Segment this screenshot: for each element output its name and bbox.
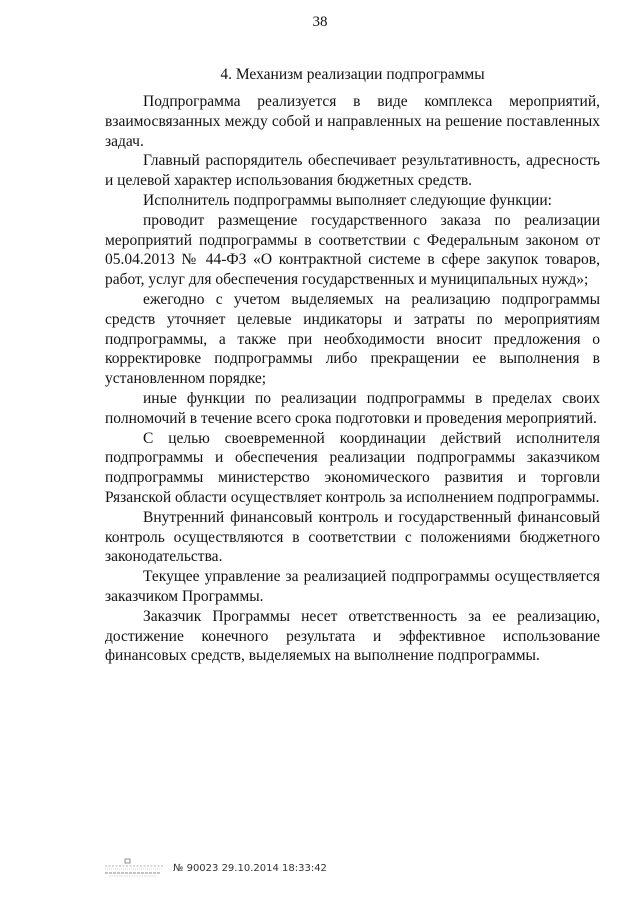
paragraph: Подпрограмма реализуется в виде комплекса мероприятий, взаимосвязанных между собой и направленных на решение поставленных задач. <box>105 93 600 150</box>
section-heading: 4. Механизм реализации подпрограммы <box>220 66 485 83</box>
paragraph: ежегодно с учетом выделяемых на реализацию подпрограммы средств уточняет целевые индикаторы и затраты по мероприятиям подпрограммы, а также при необходимости вносит предложения о корректировке подпрограммы либо прекращении ее выполнения в установленном порядке; <box>105 290 600 388</box>
paragraph: Заказчик Программы несет ответственность за ее реализацию, достижение конечного результата и эффективное использование финансовых средств, выделяемых на выполнение подпрограммы. <box>105 607 600 665</box>
page-number: 38 <box>312 14 328 30</box>
paragraph: Текущее управление за реализацией подпрограммы осуществляется заказчиком Программы. <box>105 568 600 605</box>
document-body <box>105 92 600 666</box>
paragraph: иные функции по реализации подпрограммы в пределах своих полномочий в течение всего срока подготовки и проведения мероприятий. <box>105 389 600 427</box>
paragraph: проводит размещение государственного заказа по реализации мероприятий подпрограммы в соответствии с Федеральным законом от 05.04.2013 № 44-ФЗ «О контрактной системе в сфере закупок товаров, работ, услуг для обеспечения государственных и муниципальных нужд»; <box>105 211 600 289</box>
paragraph: Исполнитель подпрограммы выполняет следующие функции: <box>143 191 552 209</box>
registration-number: № 90023 29.10.2014 18:33:42 <box>173 862 327 874</box>
paragraph: С целью своевременной координации действий исполнителя подпрограммы и обеспечения реализации подпрограммы заказчиком подпрограммы министерство экономического развития и торговли Рязанской области осуществляет контроль за исполнением подпрограммы. <box>105 429 600 506</box>
paragraph: Внутренний финансовый контроль и государственный финансовый контроль осуществляются в соответствии с положениями бюджетного законодательства. <box>105 508 600 566</box>
registration-footer <box>103 857 327 879</box>
registration-stamp-icon <box>103 858 165 878</box>
paragraph: Главный распорядитель обеспечивает результативность, адресность и целевой характер использования бюджетных средств. <box>105 152 600 190</box>
